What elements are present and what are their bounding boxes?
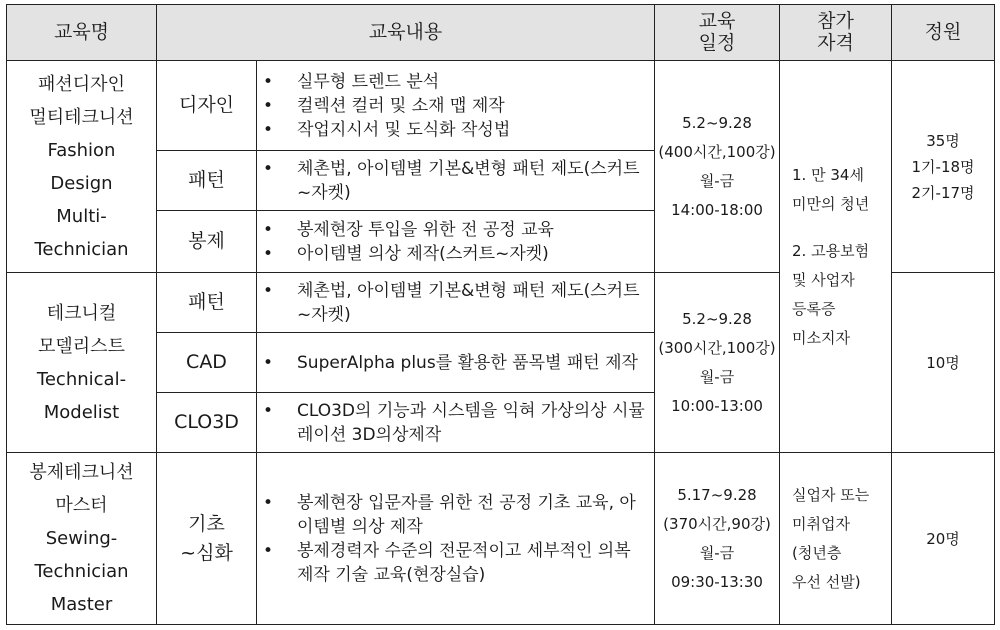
list-item: • SuperAlpha plus를 활용한 품목별 패턴 제작 xyxy=(297,351,648,375)
course-name-line: 마스터 xyxy=(55,495,108,516)
quota-cell xyxy=(892,453,995,625)
module-name-cell xyxy=(157,393,257,453)
module-name-cell xyxy=(157,61,257,151)
schedule-line: 5.2~9.28 xyxy=(682,309,752,328)
course-name-line: 봉제테크니션 xyxy=(29,462,134,483)
course-name-line: Design xyxy=(50,172,113,194)
schedule-line: (370시간,90강) xyxy=(663,514,771,533)
content-list xyxy=(257,399,648,447)
list-item: • 아이템별 의상 제작(스커트~자켓) xyxy=(297,242,648,266)
module-name-cell xyxy=(157,151,257,211)
quota-cell xyxy=(892,61,995,273)
module-name: 디자인 xyxy=(178,94,235,116)
eligibility-gap xyxy=(792,219,891,237)
schedule-line: 09:30-13:30 xyxy=(671,572,763,591)
module-content-cell xyxy=(257,211,655,273)
module-name: 패턴 xyxy=(188,169,225,191)
eligibility-line: 미소지자 xyxy=(792,328,850,347)
eligibility-line: 및 사업자 xyxy=(792,270,855,289)
quota-cell xyxy=(892,273,995,453)
eligibility-line: 실업자 또는 xyxy=(792,485,870,504)
schedule-line: 월-금 xyxy=(699,543,735,562)
course-name-line: Sewing- xyxy=(45,528,118,549)
header-course: 교육명 xyxy=(7,5,157,61)
course-name-cell xyxy=(7,453,157,625)
content-list xyxy=(257,351,648,375)
content-list xyxy=(257,218,648,266)
schedule-cell xyxy=(655,273,780,453)
header-eligibility-line: 참가 xyxy=(817,9,854,32)
header-schedule xyxy=(655,5,780,61)
course-name-line: Modelist xyxy=(43,401,120,423)
module-content-cell xyxy=(257,333,655,393)
schedule-line: 5.2~9.28 xyxy=(682,113,752,132)
schedule-line: 10:00-13:00 xyxy=(671,396,763,415)
course-name-line: 테크니컬 xyxy=(46,302,117,324)
module-name-cell xyxy=(157,211,257,273)
module-name-cell xyxy=(157,333,257,393)
eligibility-line: 미만의 청년 xyxy=(792,194,870,213)
schedule-cell xyxy=(655,61,780,273)
table-row xyxy=(7,61,995,151)
list-item: • 봉제현장 입문자를 위한 전 공정 기초 교육, 아이템별 의상 제작 xyxy=(297,491,648,539)
list-item: • 컬렉션 컬러 및 소재 맵 제작 xyxy=(297,94,648,118)
schedule-line: 월-금 xyxy=(699,367,735,386)
quota-line: 2기-17명 xyxy=(911,183,975,202)
content-list xyxy=(257,491,648,587)
header-content: 교육내용 xyxy=(157,5,655,61)
content-list xyxy=(257,279,648,327)
course-name-cell xyxy=(7,61,157,273)
eligibility-line: 우선 선발) xyxy=(792,572,861,591)
module-name: 기초 xyxy=(188,512,225,535)
quota-line: 35명 xyxy=(926,131,960,150)
list-item: • 체촌법, 아이템별 기본&변형 패턴 제도(스커트~자켓) xyxy=(297,279,648,327)
module-content-cell xyxy=(257,273,655,333)
module-name-cell xyxy=(157,273,257,333)
module-name: 패턴 xyxy=(188,291,225,313)
module-content-cell xyxy=(257,151,655,211)
header-quota: 정원 xyxy=(892,5,995,61)
course-name-cell xyxy=(7,273,157,453)
header-row xyxy=(7,5,995,61)
list-item: • 봉제경력자 수준의 전문적이고 세부적인 의복 제작 기술 교육(현장실습) xyxy=(297,539,648,587)
eligibility-cell xyxy=(780,453,892,625)
quota-line: 1기-18명 xyxy=(911,157,975,176)
eligibility-line: 1. 만 34세 xyxy=(792,165,864,184)
course-name-line: 모델리스트 xyxy=(38,335,125,357)
course-name-line: Multi- xyxy=(56,205,107,227)
module-name: ~심화 xyxy=(180,541,233,564)
eligibility-cell xyxy=(780,61,892,453)
module-name: 봉제 xyxy=(188,230,225,252)
schedule-cell xyxy=(655,453,780,625)
schedule-line: (300시간,100강) xyxy=(658,338,776,357)
eligibility-line: 등록증 xyxy=(792,299,836,318)
module-content-cell xyxy=(257,61,655,151)
list-item: • CLO3D의 기능과 시스템을 익혀 가상의상 시뮬레이션 3D의상제작 xyxy=(297,399,648,447)
course-name-line: Fashion xyxy=(47,139,116,161)
list-item: • 체촌법, 아이템별 기본&변형 패턴 제도(스커트~자켓) xyxy=(297,157,648,205)
schedule-line: 14:00-18:00 xyxy=(671,200,763,219)
eligibility-line: (청년층 xyxy=(792,543,842,562)
module-content-cell xyxy=(257,393,655,453)
quota-line: 10명 xyxy=(926,353,960,372)
schedule-line: 월-금 xyxy=(699,171,735,190)
header-eligibility xyxy=(780,5,892,61)
eligibility-line: 2. 고용보험 xyxy=(792,241,870,260)
list-item: • 실무형 트렌드 분석 xyxy=(297,70,648,94)
course-name-line: Technician xyxy=(34,561,129,582)
course-name-line: Master xyxy=(50,594,113,615)
module-name: CLO3D xyxy=(174,411,239,433)
header-eligibility-line: 자격 xyxy=(817,31,854,54)
eligibility-line: 미취업자 xyxy=(792,514,850,533)
schedule-line: (400시간,100강) xyxy=(658,142,776,161)
curriculum-table xyxy=(6,4,995,625)
list-item: • 봉제현장 투입을 위한 전 공정 교육 xyxy=(297,218,648,242)
quota-line: 20명 xyxy=(926,529,960,548)
course-name-line: Technician xyxy=(34,238,129,260)
schedule-line: 5.17~9.28 xyxy=(677,485,757,504)
list-item: • 작업지시서 및 도식화 작성법 xyxy=(297,118,648,142)
module-name-cell xyxy=(157,453,257,625)
module-content-cell xyxy=(257,453,655,625)
table-row xyxy=(7,453,995,625)
course-name-line: 멀티테크니션 xyxy=(29,106,134,128)
header-schedule-line: 일정 xyxy=(698,31,736,54)
course-name-line: Technical- xyxy=(36,368,127,390)
module-name: CAD xyxy=(186,351,227,373)
content-list xyxy=(257,70,648,142)
course-name-line: 패션디자인 xyxy=(38,73,125,95)
content-list xyxy=(257,157,648,205)
header-schedule-line: 교육 xyxy=(698,9,736,32)
